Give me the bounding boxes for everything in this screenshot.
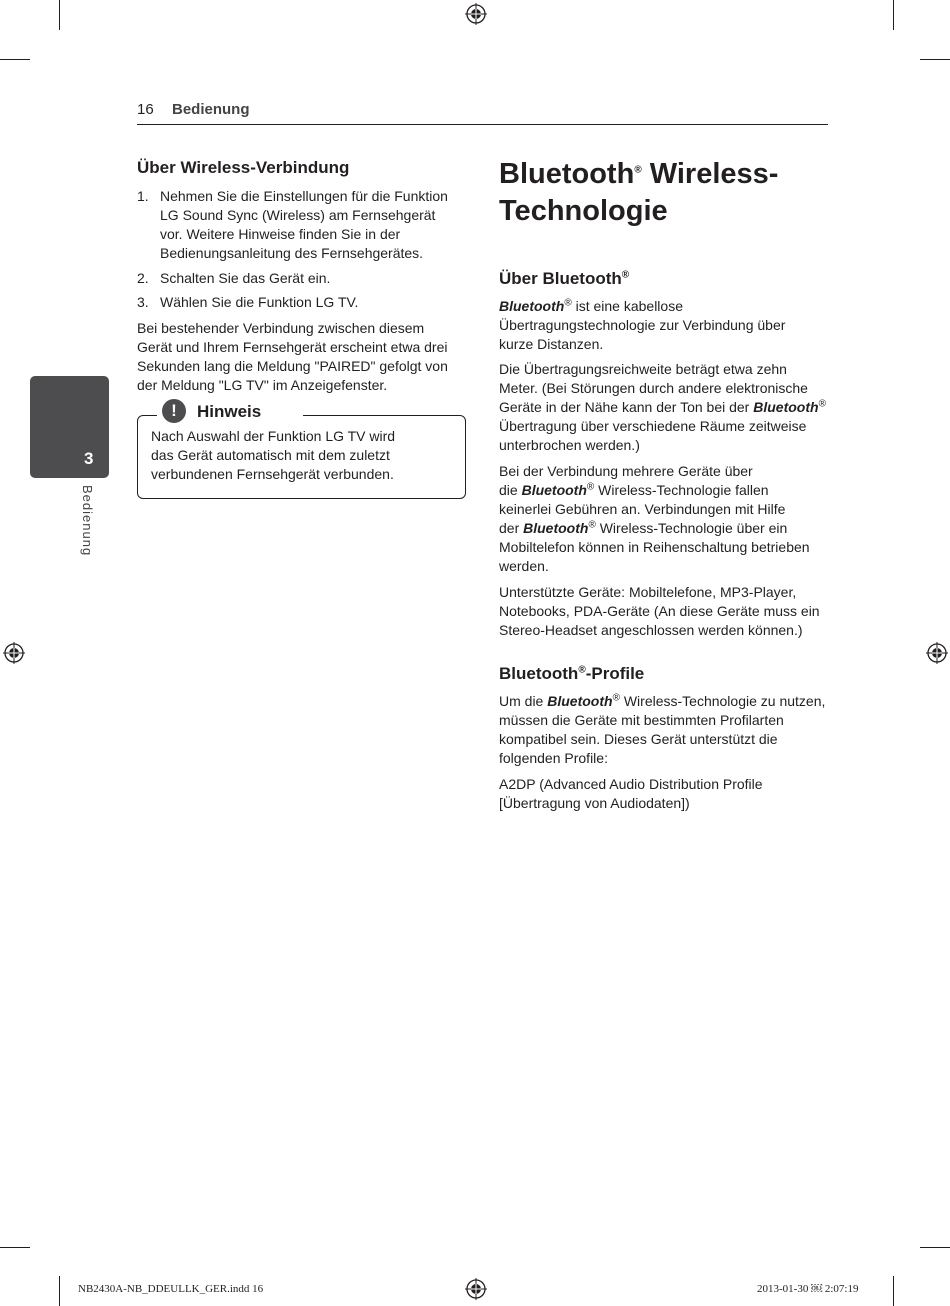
wireless-connection-heading: Über Wireless-Verbindung bbox=[137, 158, 350, 177]
step-text: Nehmen Sie die Einstellungen für die Funktion LG Sound Sync (Wireless) am Fernsehgerät vor. Weitere Hinweise finden Sie in der Bedienungsanleitung des Fernsehgerätes. bbox=[160, 188, 448, 261]
profiles-paragraph-1: Um die Bluetooth® Wireless-Technologie zu nutzen, müssen die Geräte mit bestimmten Profilarten kompatibel sein. Dieses Gerät unterstützt die folgenden Profile: bbox=[499, 692, 826, 766]
page-number: 16 bbox=[137, 101, 154, 118]
note-text: Nach Auswahl der Funktion LG TV wird das Gerät automatisch mit dem zuletzt verbundenen Fernsehgerät verbunden. bbox=[151, 428, 396, 482]
crop-mark bbox=[893, 1276, 894, 1306]
chapter-label: Bedienung bbox=[80, 485, 95, 557]
chapter-number: 3 bbox=[84, 449, 94, 468]
about-paragraph-4: Unterstützte Geräte: Mobiltelefone, MP3-Player, Notebooks, PDA-Geräte (An diese Geräte muss ein Stereo-Headset angeschlossen werden können.) bbox=[499, 584, 820, 638]
profiles-paragraph-2: A2DP (Advanced Audio Distribution Profile [Übertragung von Audiodaten]) bbox=[499, 776, 763, 811]
about-paragraph-3: Bei der Verbindung mehrere Geräte über die Bluetooth® Wireless-Technologie fallen keinerlei Gebühren an. Verbindungen mit Hilfe der Bluetooth® Wireless-Technologie über ein Mobiltelefon können in Reihenschaltung betrieben werden. bbox=[499, 463, 810, 574]
step-text: Wählen Sie die Funktion LG TV. bbox=[160, 294, 359, 310]
crop-mark bbox=[893, 0, 894, 30]
registration-mark-icon bbox=[465, 3, 487, 25]
step-text: Schalten Sie das Gerät ein. bbox=[160, 270, 331, 286]
warning-icon: ! bbox=[162, 399, 186, 423]
crop-mark bbox=[59, 1276, 60, 1306]
header-divider bbox=[137, 124, 828, 125]
step-number: 3. bbox=[137, 294, 149, 310]
chapter-tab bbox=[30, 376, 109, 478]
crop-mark bbox=[0, 59, 30, 60]
connection-paragraph: Bei bestehender Verbindung zwischen diesem Gerät und Ihrem Fernsehgerät erscheint etwa drei Sekunden lang die Meldung "PAIRED" gefolgt von der Meldung "LG TV" im Anzeigefenster. bbox=[137, 320, 448, 393]
about-bluetooth-heading: Über Bluetooth® bbox=[499, 269, 630, 288]
registration-mark-icon bbox=[926, 642, 948, 664]
bluetooth-profiles-heading: Bluetooth®-Profile bbox=[499, 664, 645, 683]
crop-mark bbox=[920, 59, 950, 60]
footer-timestamp: 2013-01-30 ￼ 2:07:19 bbox=[757, 1283, 859, 1295]
about-paragraph-2: Die Übertragungsreichweite beträgt etwa zehn Meter. (Bei Störungen durch andere elektronische Geräte in der Nähe kann der Ton bei der Bluetooth® Übertragung über verschiedene Räume zeitweise unterbrochen werden.) bbox=[499, 361, 826, 453]
crop-mark bbox=[920, 1247, 950, 1248]
step-number: 1. bbox=[137, 188, 149, 204]
step-number: 2. bbox=[137, 270, 149, 286]
footer-filename: NB2430A-NB_DDEULLK_GER.indd 16 bbox=[78, 1283, 264, 1295]
section-title: Bedienung bbox=[172, 101, 250, 118]
note-title: Hinweis bbox=[197, 402, 262, 421]
registration-mark-icon bbox=[3, 642, 25, 664]
crop-mark bbox=[0, 1247, 30, 1248]
crop-mark bbox=[59, 0, 60, 30]
registration-mark-icon bbox=[465, 1278, 487, 1300]
about-paragraph-1: Bluetooth® ist eine kabellose Übertragungstechnologie zur Verbindung über kurze Distanzen. bbox=[499, 297, 786, 352]
page-title: Bluetooth® Wireless- Technologie bbox=[499, 158, 779, 227]
